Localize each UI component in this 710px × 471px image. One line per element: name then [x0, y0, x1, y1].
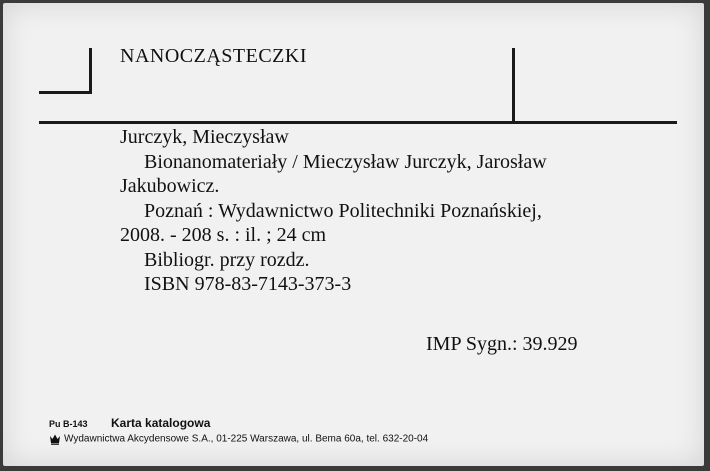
corner-mark-vertical [89, 48, 92, 94]
publisher-row [49, 433, 428, 445]
title-line: Bionanomateriały / Mieczysław Jurczyk, Jarosław [144, 150, 547, 173]
subject-heading: NANOCZĄSTECZKI [120, 45, 307, 67]
crown-logo-icon [49, 433, 61, 445]
author-line: Jurczyk, Mieczysław [120, 126, 289, 148]
description-line: 2008. - 208 s. : il. ; 24 cm [120, 224, 327, 246]
form-title: Karta katalogowa [111, 416, 211, 430]
catalog-card [3, 3, 704, 466]
heading-rule [39, 121, 677, 124]
form-code: Pu B-143 [49, 419, 88, 429]
isbn-line: ISBN 978-83-7143-373-3 [144, 273, 352, 295]
bibliographic-entry [120, 125, 610, 297]
corner-mark-horizontal [39, 91, 92, 94]
call-number: IMP Sygn.: 39.929 [426, 333, 578, 355]
publisher-info: Wydawnictwa Akcydensowe S.A., 01-225 Warszawa, ul. Bema 60a, tel. 632-20-04 [64, 433, 429, 445]
notes-line: Bibliogr. przy rozdz. [144, 248, 310, 271]
heading-divider [512, 48, 515, 124]
title-continuation-line: Jakubowicz. [120, 175, 220, 197]
publication-line: Poznań : Wydawnictwo Politechniki Poznańskiej, [144, 199, 542, 222]
